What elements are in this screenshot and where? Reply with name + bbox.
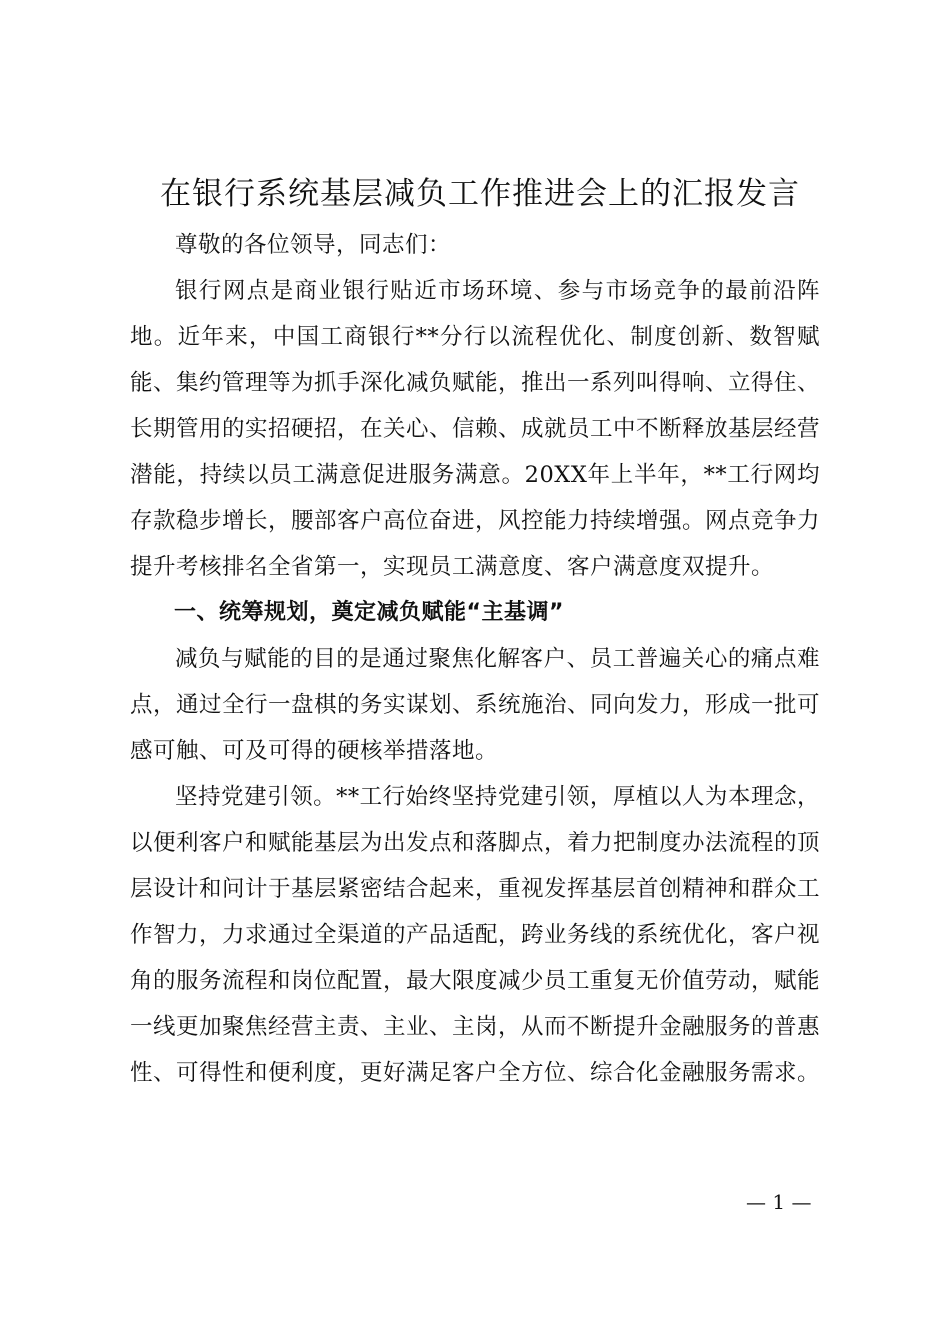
salutation: 尊敬的各位领导，同志们：: [175, 232, 452, 258]
section1-paragraph-2: 坚持党建引领。**工行始终坚持党建引领，厚植以人为本理念，以便利客户和赋能基层为出发点和落脚点，着力把制度办法流程的顶层设计和问计于基层紧密结合起来，重视发挥基层首创精神和群众工作智力，力求通过全渠道的产品适配，跨业务线的系统优化，客户视角的服务流程和岗位配置，最大限度减少员工重复无价值劳动，赋能一线更加聚焦经营主责、主业、主岗，从而不断提升金融服务的普惠性、可得性和便利度，更好满足客户全方位、综合化金融服务需求。: [130, 784, 821, 1086]
document-title: 在银行系统基层减负工作推进会上的汇报发言: [160, 176, 800, 212]
section1-paragraph-1: 减负与赋能的目的是通过聚焦化解客户、员工普遍关心的痛点难点，通过全行一盘棋的务实谋划、系统施治、同向发力，形成一批可感可触、可及可得的硬核举措落地。: [130, 646, 821, 764]
section-heading-1: 一、统筹规划，奠定减负赋能“主基调”: [174, 600, 564, 625]
intro-paragraph: 银行网点是商业银行贴近市场环境、参与市场竞争的最前沿阵地。近年来，中国工商银行**分行以流程优化、制度创新、数智赋能、集约管理等为抓手深化减负赋能，推出一系列叫得响、立得住、长期管用的实招硬招，在关心、信赖、成就员工中不断释放基层经营潜能，持续以员工满意促进服务满意。20XX年上半年，**工行网均存款稳步增长，腰部客户高位奋进，风控能力持续增强。网点竞争力提升考核排名全省第一，实现员工满意度、客户满意度双提升。: [130, 278, 821, 580]
page-number: — 1 —: [746, 1190, 812, 1214]
document-body: [130, 222, 820, 1096]
